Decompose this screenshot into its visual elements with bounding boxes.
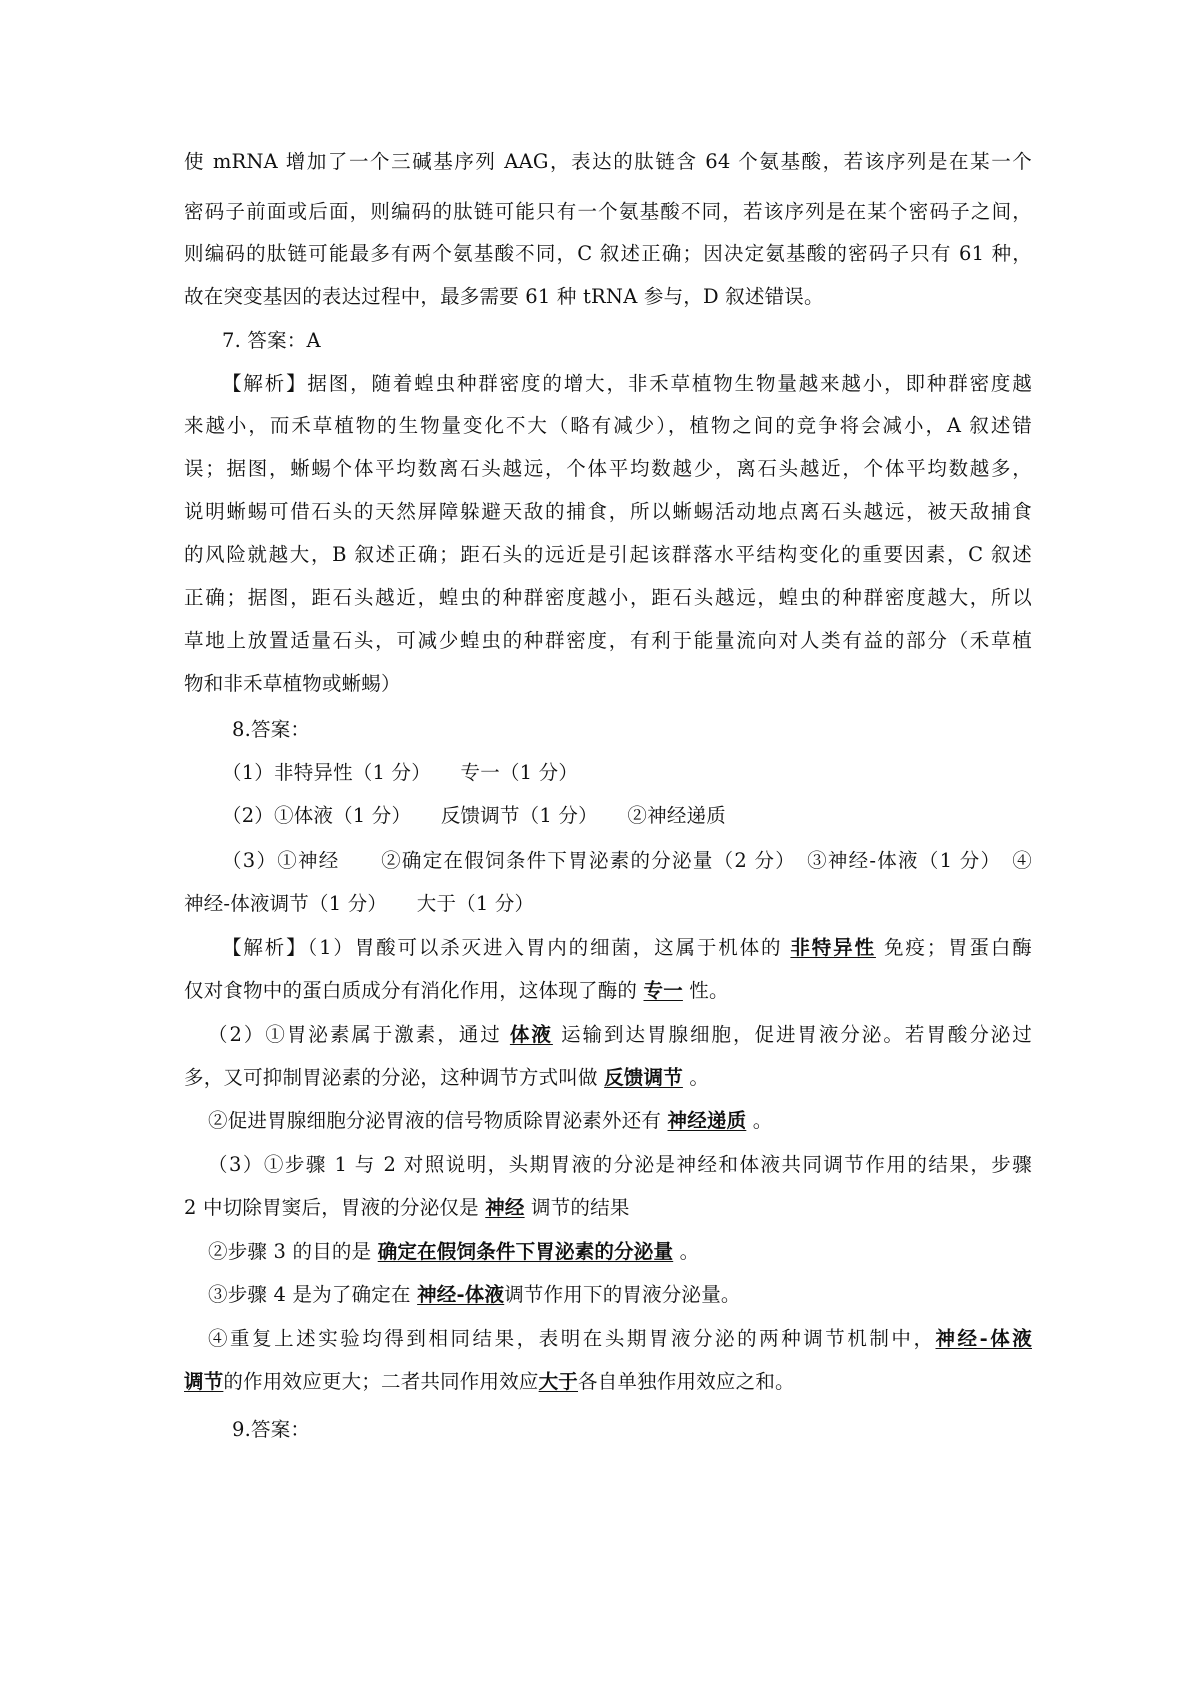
analysis-8-line: 调节的作用效应更大；二者共同作用效应大于各自单独作用效应之和。	[184, 1370, 795, 1393]
answer-blank: 专一	[643, 979, 683, 1002]
answer-blank: 大于	[538, 1370, 579, 1393]
analysis-8-line: ②步骤 3 的目的是 确定在假饲条件下胃泌素的分泌量 。	[208, 1240, 700, 1263]
paragraph-line: 故在突变基因的表达过程中，最多需要 61 种 tRNA 参与，D 叙述错误。	[184, 285, 824, 308]
analysis-8-line: 2 中切除胃窦后，胃液的分泌仅是 神经 调节的结果	[184, 1196, 630, 1219]
analysis-line: 的风险就越大，B 叙述正确；距石头的远近是引起该群落水平结构变化的重要因素，C 叙述	[184, 543, 1032, 566]
analysis-line: 草地上放置适量石头，可减少蝗虫的种群密度，有利于能量流向对人类有益的部分（禾草植	[184, 629, 1032, 652]
answer-blank: 调节	[184, 1370, 224, 1393]
analysis-8-line: 【解析】（1）胃酸可以杀灭进入胃内的细菌，这属于机体的 非特异性 免疫；胃蛋白酶	[222, 936, 1032, 959]
analysis-line: 正确；据图，距石头越近，蝗虫的种群密度越小，距石头越远，蝗虫的种群密度越大，所以	[184, 586, 1032, 609]
answer-8-part-2: （2）①体液（1 分） 反馈调节（1 分） ②神经递质	[222, 804, 726, 827]
analysis-8-line: （3）①步骤 1 与 2 对照说明，头期胃液的分泌是神经和体液共同调节作用的结果，步骤	[208, 1153, 1032, 1176]
analysis-line: 物和非禾草植物或蜥蜴）	[184, 672, 401, 695]
answer-blank: 神经-体液	[935, 1327, 1032, 1350]
answer-8-part-1: （1）非特异性（1 分） 专一（1 分）	[222, 761, 579, 784]
answer-blank: 神经递质	[667, 1109, 747, 1132]
analysis-line: 说明蜥蜴可借石头的天然屏障躲避天敌的捕食，所以蜥蜴活动地点离石头越远，被天敌捕食	[184, 500, 1032, 523]
paragraph-line: 使 mRNA 增加了一个三碱基序列 AAG，表达的肽链含 64 个氨基酸，若该序列是在某一个	[184, 150, 1032, 173]
answer-7: 7. 答案：A	[222, 329, 321, 352]
analysis-8-line: ②促进胃腺细胞分泌胃液的信号物质除胃泌素外还有 神经递质 。	[208, 1109, 773, 1132]
analysis-8-line: （2）①胃泌素属于激素，通过 体液 运输到达胃腺细胞，促进胃液分泌。若胃酸分泌过	[208, 1023, 1032, 1046]
answer-9: 9.答案：	[232, 1418, 311, 1441]
answer-blank: 确定在假饲条件下胃泌素的分泌量	[377, 1240, 674, 1263]
answer-blank: 体液	[509, 1023, 553, 1046]
answer-blank: 神经-体液	[417, 1283, 505, 1306]
answer-8: 8.答案：	[232, 718, 311, 741]
paragraph-line: 则编码的肽链可能最多有两个氨基酸不同，C 叙述正确；因决定氨基酸的密码子只有 61 种，	[184, 242, 1032, 265]
analysis-8-line: 多，又可抑制胃泌素的分泌，这种调节方式叫做 反馈调节 。	[184, 1066, 710, 1089]
answer-blank: 神经	[485, 1196, 525, 1219]
answer-8-part-3-cont: 神经-体液调节（1 分） 大于（1 分）	[184, 892, 535, 915]
analysis-8-line: 仅对食物中的蛋白质成分有消化作用，这体现了酶的 专一 性。	[184, 979, 729, 1002]
answer-blank: 非特异性	[790, 936, 876, 959]
analysis-line: 误；据图，蜥蜴个体平均数离石头越远，个体平均数越少，离石头越近，个体平均数越多，	[184, 457, 1032, 480]
analysis-8-line: ③步骤 4 是为了确定在 神经-体液调节作用下的胃液分泌量。	[208, 1283, 741, 1306]
analysis-line: 来越小，而禾草植物的生物量变化不大（略有减少），植物之间的竞争将会减小，A 叙述错	[184, 414, 1032, 437]
answer-8-part-3: （3）①神经 ②确定在假饲条件下胃泌素的分泌量（2 分） ③神经-体液（1 分） ④	[222, 849, 1032, 872]
answer-blank: 反馈调节	[604, 1066, 683, 1089]
analysis-8-line: ④重复上述实验均得到相同结果，表明在头期胃液分泌的两种调节机制中，神经-体液	[208, 1327, 1032, 1350]
paragraph-line: 密码子前面或后面，则编码的肽链可能只有一个氨基酸不同，若该序列是在某个密码子之间，	[184, 200, 1032, 223]
analysis-line: 【解析】据图，随着蝗虫种群密度的增大，非禾草植物生物量越来越小，即种群密度越	[222, 372, 1032, 395]
